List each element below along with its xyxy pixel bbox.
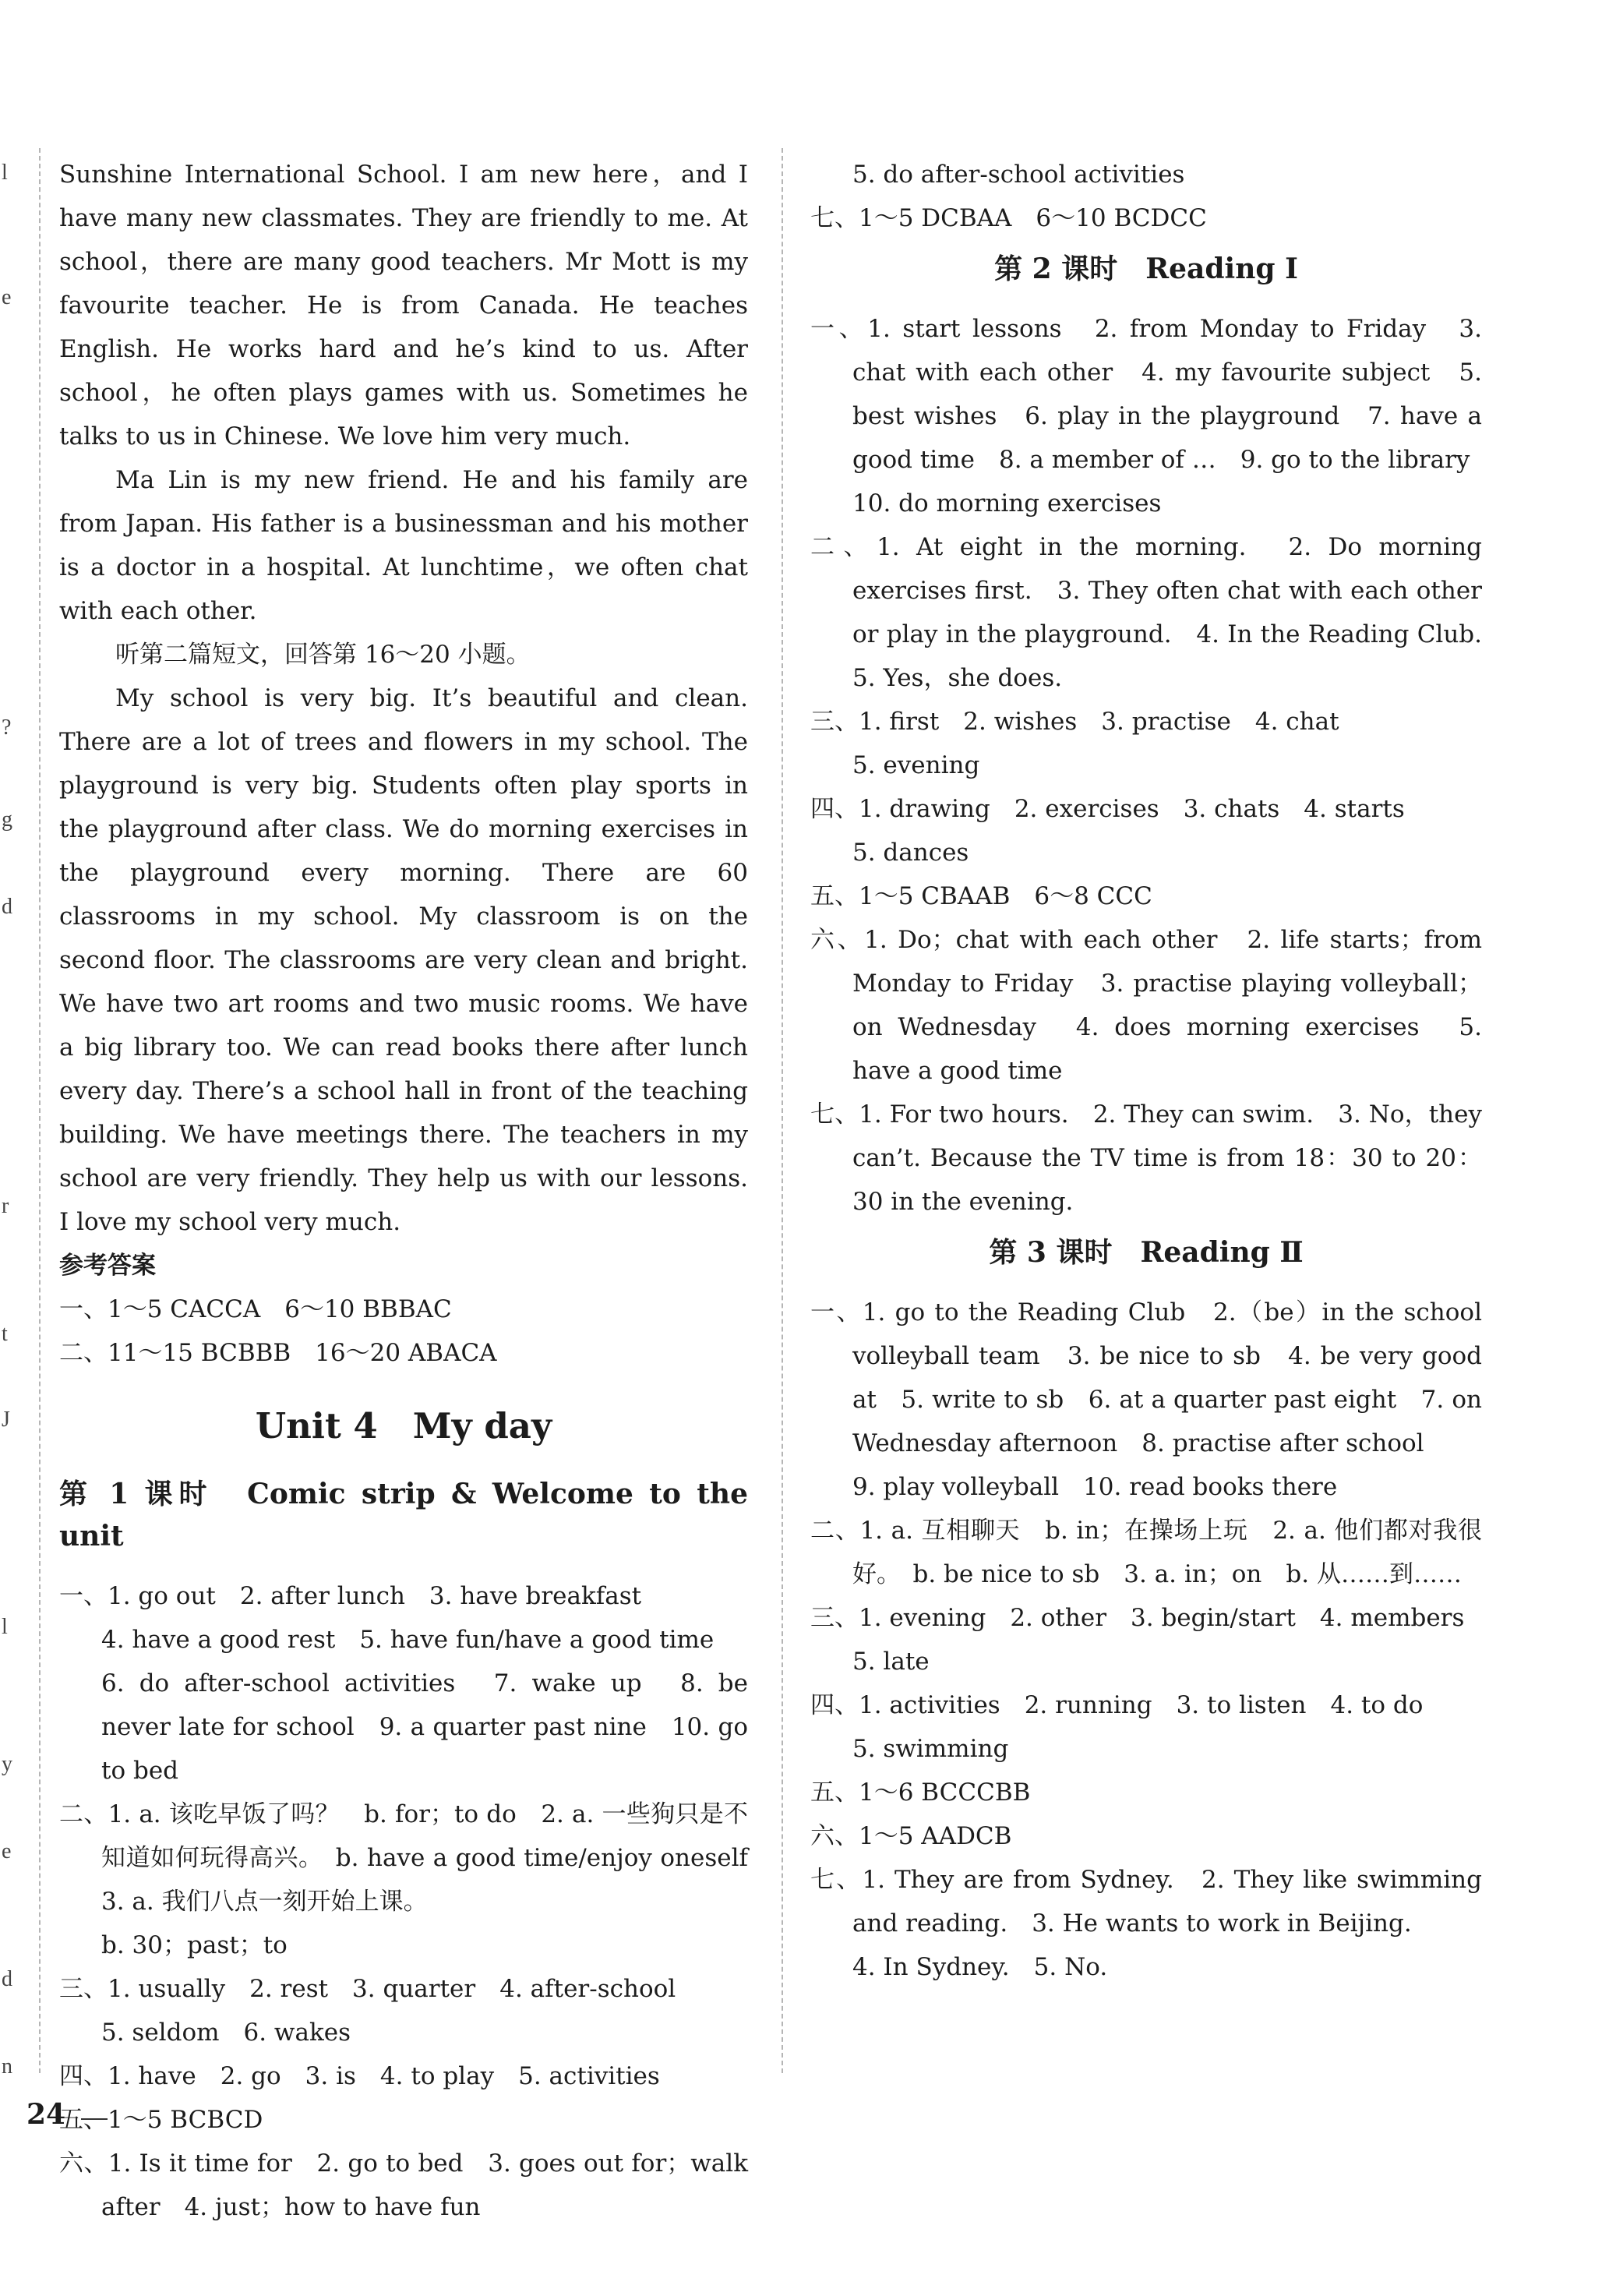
lesson-title: 第 3 课时 Reading Ⅱ	[989, 1236, 1304, 1269]
exercise-item: 五、1～5 CBAAB 6～8 CCC	[810, 882, 1152, 910]
edge-letter: n	[2, 2054, 12, 2079]
page-number: 24	[26, 2098, 66, 2131]
passage2-paragraph: My school is very big. It’s beautiful and clean. There are a lot of trees and flowers in my school. The playground is very big. Students often play sports in the playground after class. We do morning exercises in the playground every morning. There are 60 classrooms in my school. My classroom is on the second floor. The classrooms are very clean and bright. We have two art rooms and two music rooms. We have a big library too. We can read books there after lunch every day. There’s a school hall in front of the teaching building. We have meetings there. The teachers in my school are very friendly. They help us with our lessons. I love my school very much.	[59, 684, 748, 1236]
exercise-item: 四、1. activities 2. running 3. to listen 4. to do	[810, 1691, 1424, 1719]
exercise-item: 三、1. usually 2. rest 3. quarter 4. after-school	[59, 1975, 676, 2003]
exercise-item: 一、1. start lessons 2. from Monday to Friday 3. chat with each other 4. my favourite subject 5. best wishes 6. play in the playground 7. have a good time 8. a member of … 9. go to the library	[810, 315, 1482, 474]
exercise-item: 一、1. go to the Reading Club 2.（be）in the school volleyball team 3. be nice to sb 4. be very good at 5. write to sb 6. at a quarter past eight 7. on Wednesday afternoon 8. practise after school	[810, 1298, 1482, 1457]
exercise-item: 二、1. a. 互相聊天 b. in；在操场上玩 2. a. 他们都对我很好。 b. be nice to sb 3. a. in；on b. 从……到……	[810, 1517, 1482, 1588]
exercise-item: 二、1. a. 该吃早饭了吗？ b. for；to do 2. a. 一些狗只是不知道如何玩得高兴。 b. have a good time/enjoy oneself 3. a. 我们八点一刻开始上课。	[59, 1800, 772, 1916]
exercise-item: 一、1. go out 2. after lunch 3. have breakfast	[59, 1582, 642, 1610]
right-column	[810, 153, 1506, 1989]
exercise-item: 4. have a good rest 5. have fun/have a good time	[101, 1626, 715, 1654]
exercise-item: 四、1. drawing 2. exercises 3. chats 4. starts	[810, 795, 1405, 823]
edge-letter: e	[2, 1839, 12, 1863]
exercise-item: 六、1～5 AADCB	[810, 1822, 1012, 1850]
edge-letter: l	[2, 161, 8, 185]
exercise-item: 三、1. evening 2. other 3. begin/start 4. members	[810, 1604, 1465, 1632]
edge-letter: d	[2, 895, 12, 919]
exercise-item: b. 30；past；to	[101, 1931, 288, 1959]
page-number-dash	[81, 2118, 108, 2120]
exercise-item: 5. late	[852, 1648, 930, 1676]
lesson-title: 第 2 课时 Reading Ⅰ	[994, 253, 1298, 285]
exercise-item: 5. evening	[852, 751, 980, 779]
answers-heading: 参考答案	[59, 1252, 156, 1280]
answer-line: 二、11～15 BCBBB 16～20 ABACA	[59, 1339, 497, 1367]
passage1-paragraph: Ma Lin is my new friend. He and his family are from Japan. His father is a businessman and his mother is a doctor in a hospital. At lunchtime，we often chat with each other.	[59, 466, 748, 625]
edge-letter: y	[2, 1752, 12, 1776]
edge-letter: g	[2, 807, 12, 832]
exercise-item: 六、1. Is it time for 2. go to bed 3. goes out for；walk after 4. just；how to have fun	[59, 2149, 748, 2221]
edge-letter: J	[2, 1408, 10, 1432]
column-divider	[782, 148, 783, 2073]
exercise-item: 七、1. For two hours. 2. They can swim. 3. No，they can’t. Because the TV time is from 18：30 to 20：30 in the evening.	[810, 1100, 1482, 1216]
exercise-item: 5. swimming	[852, 1735, 1009, 1763]
exercise-item: 七、1～5 DCBAA 6～10 BCDCC	[810, 204, 1207, 232]
left-margin-divider	[39, 148, 41, 2073]
left-column	[59, 153, 772, 2229]
exercise-item: 六、1. Do；chat with each other 2. life starts；from Monday to Friday 3. practise playing volleyball；on Wednesday 4. does morning exercises 5. have a good time	[810, 926, 1482, 1085]
exercise-item: 4. In Sydney. 5. No.	[852, 1953, 1108, 1981]
edge-letter: l	[2, 1615, 8, 1639]
passage1-paragraph: Sunshine International School. I am new here，and I have many new classmates. They are friendly to me. At school，there are many good teachers. Mr Mott is my favourite teacher. He is from Canada. He teaches English. He works hard and he’s kind to us. After school，he often plays games with us. Sometimes he talks to us in Chinese. We love him very much.	[59, 161, 748, 450]
exercise-item: 9. play volleyball 10. read books there	[852, 1473, 1338, 1501]
exercise-item: 5. seldom 6. wakes	[101, 2019, 351, 2047]
exercise-item: 三、1. first 2. wishes 3. practise 4. chat	[810, 708, 1339, 736]
unit-title: Unit 4 My day	[255, 1405, 552, 1446]
exercise-item: 七、1. They are from Sydney. 2. They like swimming and reading. 3. He wants to work in Beijing.	[810, 1866, 1482, 1937]
edge-letter: r	[2, 1194, 9, 1218]
exercise-item: 6. do after-school activities 7. wake up 8. be never late for school 9. a quarter past nine 10. go to bed	[101, 1669, 748, 1785]
exercise-item: 五、1～6 BCCCBB	[810, 1779, 1031, 1807]
lesson-title: 第 1 课时 Comic strip & Welcome to the unit	[59, 1478, 748, 1552]
edge-letter: t	[2, 1322, 8, 1346]
edge-letter: e	[2, 285, 12, 309]
passage2-instruction: 听第二篇短文，回答第 16～20 小题。	[115, 641, 531, 669]
edge-letter: ?	[2, 715, 12, 740]
exercise-item: 5. do after-school activities	[852, 161, 1185, 189]
edge-letter: d	[2, 1967, 12, 1991]
exercise-item: 二、1. At eight in the morning. 2. Do morning exercises first. 3. They often chat with each other or play in the playground. 4. In the Reading Club. 5. Yes，she does.	[810, 533, 1506, 692]
exercise-item: 四、1. have 2. go 3. is 4. to play 5. activities	[59, 2062, 660, 2090]
answer-line: 一、1～5 CACCA 6～10 BBBAC	[59, 1295, 452, 1323]
exercise-item: 10. do morning exercises	[852, 489, 1162, 517]
exercise-item: 5. dances	[852, 839, 969, 867]
exercise-item: 五、1～5 BCBCD	[59, 2106, 263, 2134]
